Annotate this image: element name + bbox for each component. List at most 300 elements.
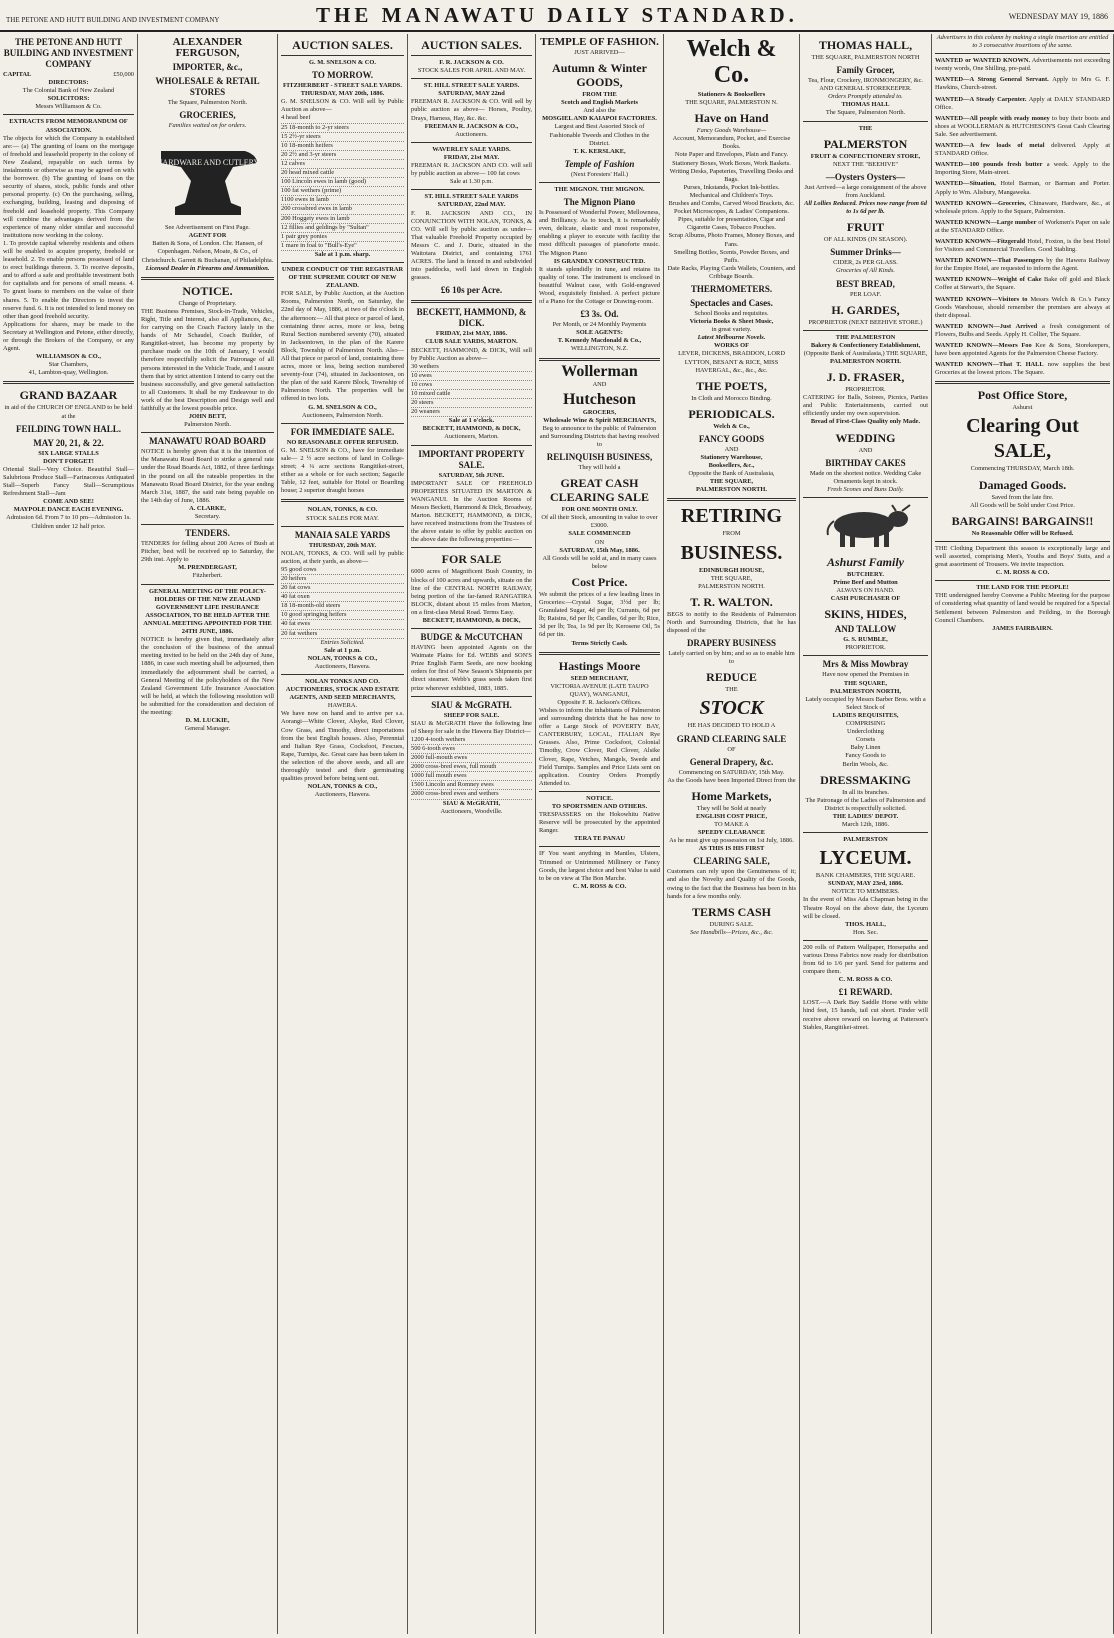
manaia-body: NOLAN, TONKS, & CO. Will sell by public auction, at their yards, as above—: [281, 549, 404, 565]
bakery-address: (Opposite Bank of Australasia,) THE SQUARE,: [803, 349, 928, 357]
mowbray-square: THE SQUARE,: [843, 679, 888, 687]
wanted-list: [935, 57, 1110, 377]
bakery-name: Bakery & Confectionery Establishment,: [810, 341, 921, 349]
notice-members: NOTICE TO MEMBERS.: [831, 888, 900, 896]
to-make-a: TO MAKE A: [714, 820, 749, 828]
wine-merchants: Wholesale Wine & Spirit MERCHANTS,: [543, 416, 656, 424]
road-board-heading: MANAWATU ROAD BOARD: [149, 436, 266, 447]
company-objects: 1. To provide capital whereby residents and others will be enabled to acquire property, freehold or leasehold. 2. To enable persons possessed of land to erect buildings thereon. 3. To receive deposits, and to afford a safe and profitable investment both for capitalists and for persons of small means. 4. To grant loans to members on the value of their shares. 5. To enable the Directors to invest the reserve fund. 6. It is not intended to lend money on other than good freehold security.: [3, 239, 134, 320]
mantles-signature: C. M. ROSS & CO.: [572, 882, 627, 890]
lyceum-address: BANK CHAMBERS, THE SQUARE.: [815, 872, 916, 880]
groceries-all-kinds: Groceries of All Kinds.: [836, 267, 895, 275]
road-board-signature-title: Secretary.: [194, 513, 221, 520]
list-item: 10 cows: [411, 381, 532, 390]
st-hill-signature-title: Auctioneers.: [455, 130, 488, 138]
siau-signature-place: Auctioneers, Woodville.: [440, 807, 503, 815]
list-item: Purses, Inkstands, Pocket Ink-bottles.: [683, 183, 780, 191]
melbourne-novels: Latest Melbourne Novels.: [697, 334, 766, 342]
butchery: BUTCHERY.: [846, 570, 884, 578]
capital-label: CAPITAL: [3, 71, 32, 78]
autumn-winter-goods: Autumn & Winter GOODS,: [552, 61, 647, 90]
rumble-name: G. S. RUMBLE,: [843, 636, 888, 644]
wanted-ad-text: of Workmen's Paper on sale at the STANDARD Office.: [935, 218, 1110, 234]
for-sale-body: 6000 acres of Magnificent Bush Country, in blocks of 100 acres and upwards, situate on the line of the CENTRAL NORTH RAILWAY, being portion of the far-famed RANGATIRA BLOCK, distant about 15 miles from Marton, on a first-class Metal Road. Terms Easy.: [411, 568, 532, 616]
thomas-hall-heading: THOMAS HALL,: [818, 38, 913, 52]
macdonald-place: WELLINGTON, N.Z.: [570, 345, 629, 353]
divider: [935, 381, 1110, 384]
and-word: AND: [592, 380, 607, 388]
temple-of-fashion-sub: (Next Foresters' Hall.): [570, 170, 629, 178]
bull-illustration: [816, 501, 916, 551]
and-tallow: AND TALLOW: [834, 624, 897, 635]
just-arrived: JUST ARRIVED—: [574, 49, 625, 56]
agents-line-2: Star Chambers,: [48, 361, 89, 369]
list-item: 10 ewes: [411, 372, 532, 381]
divider: [281, 55, 404, 56]
spectacles: Spectacles and Cases.: [690, 297, 773, 308]
column-7: [800, 34, 932, 1634]
column-2: [138, 34, 278, 1634]
divider: [3, 114, 134, 115]
on-word: ON: [594, 538, 605, 546]
temple-heading: TEMPLE OF FASHION.: [540, 36, 659, 48]
anvil-illustration: [153, 133, 263, 221]
st-hill-heading: ST. HILL STREET SALE YARDS.: [423, 82, 520, 90]
welch-name-2: Welch & Co.,: [713, 422, 750, 430]
land-body: THE undersigned hereby Convene a Public Meeting for the purpose of considering what quantity of land would be required for a Special Settlement between Palmerston and Feilding, in the Borough Council Chambers.: [935, 592, 1110, 624]
sole-agents: SOLE AGENTS:: [576, 329, 623, 337]
list-item: 1 pair grey ponies: [281, 233, 404, 242]
wanted-ad: [935, 342, 1110, 358]
admission-line: Admission 6d. From 7 to 10 pm—Admission 1s.: [6, 514, 131, 522]
saved-from-fire: Saved from the late fire.: [991, 493, 1054, 501]
divider: [411, 55, 532, 56]
wanted-ad: [935, 76, 1110, 92]
wanted-ad: [935, 96, 1110, 112]
list-item: 40 fat oxen: [281, 593, 404, 602]
siau-signature: SIAU & McGRATH,: [442, 799, 501, 807]
land-heading: THE LAND FOR THE PEOPLE!: [976, 584, 1069, 592]
ferguson-name: ALEXANDER FERGUSON,: [172, 36, 243, 59]
possession-line: As he must give up possession on 1st July, 1886.: [669, 837, 794, 845]
victoria-books: Victoria Books & Sheet Music,: [689, 318, 774, 326]
solicitors-name: Messrs Williamson & Co.: [35, 103, 102, 111]
see-advertisement: See Advertisement on First Page.: [164, 224, 251, 232]
budge-body: HAVING been appointed Agents on the Waimate Plains for Ed. WEBB and SON'S Prize English Farm Seeds, are now booking orders for first of New Season's Shipments per direct steamer. Webb's grass seeds taken first prize wherever exhibited, 1883, 1885.: [411, 644, 532, 692]
wanted-ad: [935, 115, 1110, 139]
divider: [539, 358, 660, 361]
come-and-see: COME AND SEE!: [43, 498, 94, 506]
divider: [803, 655, 928, 656]
damaged-goods: Damaged Goods.: [978, 477, 1067, 492]
sportsmen-signature: TERA TE PANAU: [574, 835, 625, 843]
hastings-opposite: Opposite F. R. Jackson's Offices.: [557, 698, 642, 706]
speedy-clearance: SPEEDY CLEARANCE: [697, 829, 766, 837]
wanted-ad: [935, 219, 1110, 235]
fresh-scones: Fresh Scones and Buns Daily.: [827, 485, 904, 493]
list-item: 20 fat wethers: [281, 630, 404, 639]
list-item: 2000 full-mouth ewes: [411, 754, 532, 763]
wanted-ad: [935, 200, 1110, 216]
groceries-heading: GROCERIES,: [179, 110, 236, 121]
comprising: COMPRISING: [845, 720, 886, 728]
poets-binding: In Cloth and Morocco Binding.: [691, 394, 772, 402]
list-item: 1200 4-tooth wethers: [411, 736, 532, 745]
wanted-ad-heading: WANTED KNOWN—Groceries,: [935, 199, 1027, 207]
ferguson-role: IMPORTER, &c.,: [172, 62, 243, 72]
anvil-label: HARDWARE AND CUTLERY: [156, 158, 259, 168]
hastings-address: VICTORIA AVENUE (LATE TAUPO QUAY), WANGANUI,: [550, 682, 649, 698]
memorandum-body: The objects for which the Company is established are:— (a) The granting of loans on the mortgage of freehold and leasehold property in the colony of New Zealand, repayable on such terms by instalments or otherwise as may be agreed on with the borrower. (b) The granting of loans on the security of shares, stock, public funds and other personal property. (c) On the purchasing, selling, exchanging, building, leasing and disposing of freehold and leasehold property. This Company will combine the advantages derived from the experience of many older similar and successful institutions now working in the colony.: [3, 134, 134, 239]
skins-hides: SKINS, HIDES,: [824, 607, 907, 622]
from-the: FROM THE: [582, 91, 617, 99]
wanted-ad-heading: WANTED KNOWN—Visitors to: [935, 295, 1028, 303]
list-item: Date Racks, Playing Cards Wallets, Counters, and Cribbage Boards.: [667, 264, 796, 280]
grand-clearing-sale: GRAND CLEARING SALE: [676, 733, 787, 744]
and-word-3: AND: [858, 446, 873, 454]
waverley-time: Sale at 1.30 p.m.: [450, 178, 493, 186]
bazaar-heading: GRAND BAZAAR: [19, 388, 118, 403]
wanted-ad: [935, 257, 1110, 273]
commencing-thursday: Commencing THURSDAY, March 18th.: [970, 465, 1075, 473]
customers-line: Customers can rely upon the Genuineness of it; and also the Novelty and Quality of the Goods, owing to the fact that the Business has been in his hands for a few months only.: [667, 868, 796, 900]
siau-sub: SHEEP FOR SALE.: [443, 711, 500, 719]
auction-sales-heading: AUCTION SALES.: [292, 38, 393, 52]
agent-heading: AGENT FOR: [188, 232, 227, 240]
general-drapery: General Drapery, &c.: [689, 756, 774, 767]
wanted-ad-text: delivered. Apply at STANDARD Office.: [935, 142, 1110, 158]
divider: [935, 541, 1110, 542]
post-office-heading: Post Office Store,: [977, 388, 1068, 403]
dont-forget: DON'T FORGET!: [43, 457, 94, 465]
orders-attended: Orders Promptly attended to.: [828, 93, 903, 101]
list-item: 12 calves: [281, 160, 404, 169]
clearing-sale: CLEARING SALE,: [693, 856, 770, 867]
drapery-business: DRAPERY BUSINESS: [686, 638, 777, 649]
wanted-ad-text: by the Hawera Railway for the Empire Hotel, are requested to inform the Agent.: [935, 257, 1110, 273]
mowbray-body-2: Lately occupied by Messrs Barber Bros. with a Select Stock of: [805, 695, 926, 711]
supreme-court-heading: UNDER CONDUCT OF THE REGISTRAR OF THE SUPREME COURT OF NEW ZEALAND.: [281, 265, 404, 290]
lollies-reduced: All Lollies Reduced. Prices now range from 6d to 1s 6d per lb.: [804, 200, 927, 216]
school-books: School Books and requisites.: [694, 309, 769, 317]
licensed-dealer: Licensed Dealer in Firearms and Ammunition.: [145, 264, 270, 272]
great-cash-sale: GREAT CASH CLEARING SALE: [549, 476, 650, 505]
sale-heading: SALE,: [993, 440, 1052, 463]
lyceum-signature: THOS. HALL,: [845, 920, 886, 928]
wanted-ad: [935, 361, 1110, 377]
sportsmen-heading: TO SPORTSMEN AND OTHERS.: [551, 803, 648, 810]
divider: [411, 142, 532, 143]
divider: [667, 498, 796, 501]
all-goods-sold: All Goods will be Sold under Cost Price.: [970, 501, 1075, 509]
sale-date: THURSDAY, MAY 20th, 1886.: [300, 90, 385, 98]
rolls-ad: 200 rolls of Pattern Wallpaper, Horsepaths and various Dress Fabrics now ready for distribution from 6d to 1/6 per yard. Send for patterns and compare them.: [803, 943, 928, 976]
stock-list: [281, 114, 404, 250]
seed-merchants-place: HAWERA.: [327, 702, 358, 710]
list-item: Baby Linen: [850, 744, 881, 752]
wanted-ad-text: Advertisements not exceeding twenty words, One Shilling, pre-paid.: [935, 57, 1111, 73]
wanted-ad-text: Hotel Barman, or Barman and Porter. Apply to Wm. Alisbury, Mangaweka.: [935, 180, 1110, 196]
list-item: 10 good springing heifers: [281, 611, 404, 620]
authors-list: LEVER, DICKENS, BRADDON, LORD LYTTON, BESANT & RICE, MISS HAVERGAL, &c., &c., &c.: [678, 350, 785, 374]
wanted-ad: [935, 161, 1110, 177]
have-on-hand: Have on Hand: [694, 111, 769, 126]
lyceum-date: SUNDAY, MAY 23rd, 1886.: [827, 880, 904, 888]
divider: [411, 547, 532, 548]
wanted-ad-heading: WANTED—A Strong General Servant.: [935, 76, 1049, 84]
sale-commenced: SALE COMMENCED: [568, 530, 631, 538]
rumble-sub: PROPRIETOR.: [845, 644, 886, 652]
next-beehive: NEXT THE "BEEHIVE": [833, 160, 898, 168]
meeting-heading: GENERAL MEETING OF THE POLICY-HOLDERS OF THE NEW ZEALAND GOVERNMENT LIFE INSURANCE ASSOCIATION, TO BE HELD AFTER THE ANNUAL MEETING APPOINTED FOR THE 24TH JUNE, 1886.: [143, 587, 272, 636]
beckett-time: Sale at 1 o'clock.: [448, 417, 495, 425]
mowbray-heading: Mrs & Miss Mowbray: [822, 659, 909, 670]
st-hill-signature: FREEMAN R. JACKSON & CO.,: [424, 122, 519, 130]
sale-yards-name: FITZHERBERT - STREET SALE YARDS.: [283, 82, 402, 90]
largest-stock: Largest and Best Assorted Stock of Fashionable Tweeds and Clothes in the District.: [549, 123, 650, 147]
masthead-left-note: THE PETONE AND HUTT BUILDING AND INVESTMENT COMPANY: [6, 16, 220, 24]
wanted-ad: [935, 296, 1110, 320]
fraser-name: J. D. FRASER,: [826, 370, 905, 385]
divider: [281, 674, 404, 675]
post-office-sub: Ashurst: [1012, 404, 1033, 412]
fraser-sub: PROPRIETOR.: [845, 386, 886, 394]
for-sale-heading: FOR SALE: [441, 552, 502, 567]
welch-address: THE SQUARE, PALMERSTON N.: [685, 99, 778, 107]
opposite-bank: Opposite the Bank of Australasia,: [688, 470, 775, 478]
list-item: Underclothing: [847, 728, 884, 736]
list-item: Smelling Bottles, Scents, Powder Boxes, and Puffs.: [673, 248, 790, 264]
column-3: [278, 34, 408, 1634]
budge-heading: BUDGE & McCUTCHAN: [420, 632, 523, 643]
wanted-ad-text: a week. Apply to the Importing Store, Main-street.: [935, 161, 1110, 177]
seed-merchant: SEED MERCHANT,: [570, 674, 629, 682]
wanted-ad-heading: WANTED KNOWN—That T. HALL: [935, 361, 1044, 369]
per-loaf: PER LOAF.: [849, 290, 882, 298]
divider: [539, 182, 660, 183]
terms-cash-heading: TERMS CASH: [691, 904, 771, 919]
masthead: [0, 0, 1114, 32]
list-item: Mechanical and Children's Toys.: [689, 191, 774, 199]
capital-line: [3, 71, 134, 79]
fancy-goods: FANCY GOODS: [698, 433, 765, 444]
wanted-ad: [935, 142, 1110, 158]
wanted-ad-text: Apply at DAILY STANDARD Office.: [935, 95, 1110, 111]
list-item: Berlin Wools, &c.: [842, 760, 889, 768]
periodicals: PERIODICALS.: [688, 406, 775, 421]
list-item: Pocket Microscopes, & Ladies' Companions.: [673, 208, 790, 216]
wanted-ad-heading: WANTED KNOWN—Large number: [935, 218, 1037, 226]
works-of: WORKS OF: [714, 342, 749, 350]
list-item: 95 good cows: [281, 566, 404, 575]
list-item: Brushes and Combs, Carved Wood Brackets, &c.: [668, 200, 795, 208]
scotch-english: Scotch and English Markets: [561, 99, 638, 107]
issue-date: WEDNESDAY MAY 19, 1886: [1008, 12, 1108, 21]
hastings-body: Wishes to inform the inhabitants of Palmerston and surrounding districts that he has now to offer a Large Stock of POVERTY BAY, CANTERBURY, LOCAL, ITALIAN Rye Grasses. Also, Prime Cocksfoot, Colonial Timothy, Crow Clover, Red Clover, Alsike Clover, Rape, Vetches, Mangels, Swede and Field Turnips. Samples and Price Lists sent on application. Country Orders Promptly Attended to.: [539, 706, 660, 787]
beg-announce: Beg to announce to the public of Palmerston and Surrounding Districts that having resolved to: [539, 424, 660, 448]
divider: [803, 832, 928, 833]
maypole-line: MAYPOLE DANCE EACH EVENING.: [13, 506, 124, 514]
family-grocer: Family Grocer,: [836, 65, 895, 76]
divider: [141, 277, 274, 280]
column-5: [536, 34, 664, 1634]
wanted-ad: [935, 276, 1110, 292]
supreme-court-body: FOR SALE, by Public Auction, at the Auction Rooms, Palmerston North, on Saturday, the 22nd day of May, 1886, at two of the o'clock in the afternoon:— All that piece or parcel of land, containing three acres, more or less, being Rural Section numbered seventy (70), situated in Jacksontown, in the plan of the Karere Block, Township of Palmerston North. Also—All that piece or parcel of land, containing three acres, more or less, being section numbered seventy-four (74), situated in Jacksontown, on the plan of the said Karere Block, Township of Palmerston North. The properties will be offered in two lots.: [281, 290, 404, 403]
see-handbills: See Handbills—Prices, &c., &c.: [690, 928, 773, 936]
gardes-sub: PROPRIETOR (NEXT BEEHIVE STORE.): [808, 318, 923, 326]
tomorrow-heading: TO MORROW.: [311, 70, 373, 81]
immediate-sale-sub: NO REASONABLE OFFER REFUSED.: [286, 438, 399, 446]
siau-body: SIAU & McGRATH Have the following line of Sheep for sale in the Hawera Bay District—: [411, 719, 532, 735]
road-board-signature: A. CLARKE,: [189, 504, 226, 512]
agent-body: Batten & Sons, of London. Chr. Hansen, of Copenhagen. Nelson, Moate, & Co., of Christchurch. Garrett & Buchanan, of Philadelphia.: [141, 240, 274, 264]
ferguson-address: The Square, Palmerston North.: [167, 99, 248, 106]
clearing-out: Clearing Out: [966, 415, 1079, 438]
for-sale-signature: BECKETT, HAMMOND, & DICK,: [422, 616, 521, 624]
divider: [539, 652, 660, 655]
bread-quality: Bread of First-Class Quality only Made.: [810, 418, 921, 426]
list-item: 100 Lincoln ewes in lamb (good): [281, 178, 404, 187]
bakery-heading: THE PALMERSTON: [835, 333, 896, 341]
wanted-ad-text: Kee & Sons, Storekeepers, have been appointed Agents for the Palmerston Cheese Factory.: [935, 342, 1110, 358]
column-6: [664, 34, 800, 1634]
manaia-heading: MANAIA SALE YARDS: [294, 529, 391, 540]
saturday-date: SATURDAY, 15th May, 1886.: [559, 546, 640, 554]
retiring-heading: RETIRING: [680, 505, 783, 528]
list-item: 1100 ewes in lamb: [281, 196, 404, 205]
divider: [935, 53, 1110, 54]
the-poets: THE POETS,: [696, 378, 767, 393]
lyceum-heading: LYCEUM.: [819, 847, 912, 870]
list-item: Note Paper and Envelopes, Plain and Fancy.: [674, 151, 789, 159]
relinquish-business: RELINQUISH BUSINESS,: [546, 452, 653, 463]
wanted-ad-heading: WANTED—Situation,: [935, 180, 996, 188]
column-4: [408, 34, 536, 1634]
reward-body: LOST.—A Dark Bay Saddle Horse with white hind feet, 15 hands, tail cut short. Finder will receive above reward on leaving at Patterson's Stables, Rangitikei-street.: [803, 999, 928, 1031]
siau-heading: SIAU & McGRATH.: [431, 699, 512, 710]
children-line: Children under 12 half price.: [31, 522, 106, 530]
divider: [411, 78, 532, 79]
newspaper-title: THE MANAWATU DAILY STANDARD.: [316, 3, 798, 27]
important-sale-heading: IMPORTANT PROPERTY SALE.: [418, 448, 525, 470]
bargains: BARGAINS! BARGAINS!!: [951, 513, 1094, 528]
immediate-sale-body: G. M. SNELSON & CO., have for immediate sale— 2 ½ acre sections of land in College-street; 4 ¼ acre sections Rangitikei-street, either as a whole or for each section; Sagacile Table, 12 feet, suitable for Hotel or Boarding house; 2 superior draught horses: [281, 446, 404, 495]
tenders-heading: TENDERS.: [185, 528, 230, 539]
business-heading: BUSINESS.: [680, 541, 783, 564]
list-item: 2000 cross-bred ewes and wethers: [411, 790, 532, 799]
goods-sold: All Goods will be sold at, and in many cases below: [542, 554, 657, 570]
wanted-ad-heading: WANTED—A Steady Carpenter.: [935, 95, 1027, 103]
hall-lines: Tea, Flour, Crockery, IRONMONGERY, &c. AND GENERAL STOREKEEPER.: [807, 77, 924, 93]
tenders-body: TENDERS for felling about 200 Acres of Bush at Pitcher, best will be received up to Saturday, the 29th inst. Apply to: [141, 540, 274, 564]
birthday-sub: Made on the shortest notice. Wedding Cake Ornaments kept in stock.: [809, 469, 922, 485]
prime-beef: Prime Beef and Mutton: [833, 579, 898, 586]
land-signature: JAMES FAIRBAIRN.: [992, 624, 1053, 632]
list-item: 20 weaners: [411, 408, 532, 417]
agents-line-3: 41, Lambton-quay, Wellington.: [28, 369, 109, 377]
seed-merchants-signature-place: Auctioneers, Hawera.: [314, 791, 371, 799]
notice-signature-place: Palmerston North.: [184, 421, 231, 429]
during-sale: DURING SALE.: [709, 920, 754, 928]
seed-merchants-signature: NOLAN, TONKS & CO.,: [307, 783, 378, 791]
beckett-stock-list: [411, 363, 532, 418]
hutcheson-heading: Hutcheson: [563, 390, 636, 408]
wollerman-heading: Wollerman: [561, 362, 638, 380]
capital-value: £50,000: [113, 71, 134, 78]
depot-date: March 12th, 1886.: [841, 820, 890, 828]
wanted-ad-heading: WANTED—A few loads of metal: [935, 142, 1045, 150]
list-item: 4 head beef: [281, 114, 404, 123]
they-will-hold: They will hold a: [578, 464, 621, 472]
ladies-depot: THE LADIES' DEPOT.: [832, 812, 899, 820]
divider: [803, 330, 928, 331]
list-item: Writing Desks, Papeteries, Travelling Desks and Bags.: [669, 167, 794, 183]
stock-heading: STOCK: [699, 697, 764, 720]
divider: [141, 584, 274, 585]
mignon-body-2: It stands splendidly in tune, and retains its quality of tone. The instrument is enclosed in beautiful Walnut case, with Gold-engraved Wood, exquisitely finished. A perfect picture of a Piano for the Cottage or Drawing-room.: [539, 265, 660, 306]
palmerston-north-2: PALMERSTON NORTH.: [698, 582, 765, 590]
hall-signature: THOMAS HALL: [841, 101, 890, 109]
thomas-hall-address: THE SQUARE, PALMERSTON NORTH: [811, 54, 920, 61]
extracts-heading: EXTRACTS FROM MEMORANDUM OF ASSOCIATION.: [9, 118, 128, 134]
sportsmen-body: TRESPASSERS on the Hokowhitu Native Reserve will be prosecuted by the appointed Ranger.: [539, 811, 660, 835]
important-sale-date: SATURDAY, 5th JUNE.: [438, 471, 505, 479]
manaia-time: Sale at 1 p.m.: [324, 646, 361, 654]
wanted-ad-heading: WANTED KNOWN—That Passengers: [935, 257, 1044, 265]
divider: [411, 445, 532, 446]
wanted-ad: [935, 57, 1110, 73]
seed-merchants-heading: NOLAN TONKS AND CO. AUCTIONEERS, STOCK AND ESTATE AGENTS, AND SEED MERCHANTS,: [285, 678, 400, 702]
list-item: 200 crossbred ewes in lamb: [281, 205, 404, 214]
divider: [803, 497, 928, 498]
first-clearing: AS THIS IS HIS FIRST: [698, 845, 765, 853]
list-item: 40 fat ewes: [281, 620, 404, 629]
macdonald-name: T. Kennedy Macdonald & Co.,: [557, 337, 642, 345]
beckett-date: FRIDAY, 21st MAY, 1886.: [435, 330, 508, 338]
ashurst-heading: Ashurst Family: [826, 554, 905, 569]
notice-subheading: Change of Proprietary.: [178, 299, 237, 307]
fruit-kinds: OF ALL KINDS (IN SEASON).: [823, 236, 908, 244]
divider: [141, 432, 274, 433]
seed-merchants-body: We have now on hand and to arrive per s.s. Aorangi—White Clover, Alsyke, Red Clover, Cow Grass, and Timothy, direct importations from the best English houses. Also, Perennial and Italian Rye Grass, Cocksfoot, Fescues, Rape, Turnips, &c. Great care has been taken in the selection of the above seeds, and all are thoroughly tested and their germinating qualities proved before being sent out.: [281, 710, 404, 783]
manaia-signature-place: Auctioneers, Hawera.: [314, 662, 371, 670]
palmerston-heading: PALMERSTON: [823, 136, 908, 151]
list-item: Account, Memorandum, Pocket, and Exercise Books.: [672, 135, 791, 151]
mignon-price-sub: Per Month, or 24 Monthly Payments: [552, 321, 647, 329]
wanted-ad: [935, 180, 1110, 196]
the-word-3: THE: [858, 124, 873, 132]
the-square: THE SQUARE,: [709, 478, 754, 486]
tenders-place: Fitzherbert.: [192, 572, 223, 580]
siau-stock-list: [411, 736, 532, 800]
fruit-heading: FRUIT: [846, 220, 885, 235]
wanted-ad-heading: WANTED—All people with ready money: [935, 114, 1050, 122]
ladies-requisites: LADIES REQUISITES,: [832, 711, 899, 719]
beckett-body: BECKETT, HAMMOND, & DICK, Will sell by Public Auction as above—: [411, 346, 532, 362]
stationers-label: Stationers & Booksellers: [697, 91, 766, 98]
bazaar-place: FEILDING TOWN HALL.: [16, 423, 121, 434]
bazaar-dates: MAY 20, 21, & 22.: [33, 437, 104, 448]
nolan-subheading: STOCK SALES FOR MAY.: [306, 514, 379, 522]
list-item: 20 heifers: [281, 575, 404, 584]
share-applications: Applications for shares, may be made to the Secretary at Wellington and Petone, either directly, or through the Brokers of the Company, or any Agent.: [3, 320, 134, 353]
mignon-piano-title: The Mignon Piano: [563, 197, 636, 208]
grocers-label: GROCERS,: [582, 408, 617, 416]
wanted-ad-heading: WANTED KNOWN—Weight of Cake: [935, 276, 1042, 284]
mantles-ad: IF You want anything in Mantles, Ulsters, Trimmed or Untrimmed Millinery or Fancy Goods, the largest choice and best Value is said to be on view at The Bon Marche.: [539, 850, 660, 882]
ferguson-trade: WHOLESALE & RETAIL STORES: [155, 76, 260, 97]
hastings-moore-heading: Hastings Moore: [558, 658, 641, 673]
